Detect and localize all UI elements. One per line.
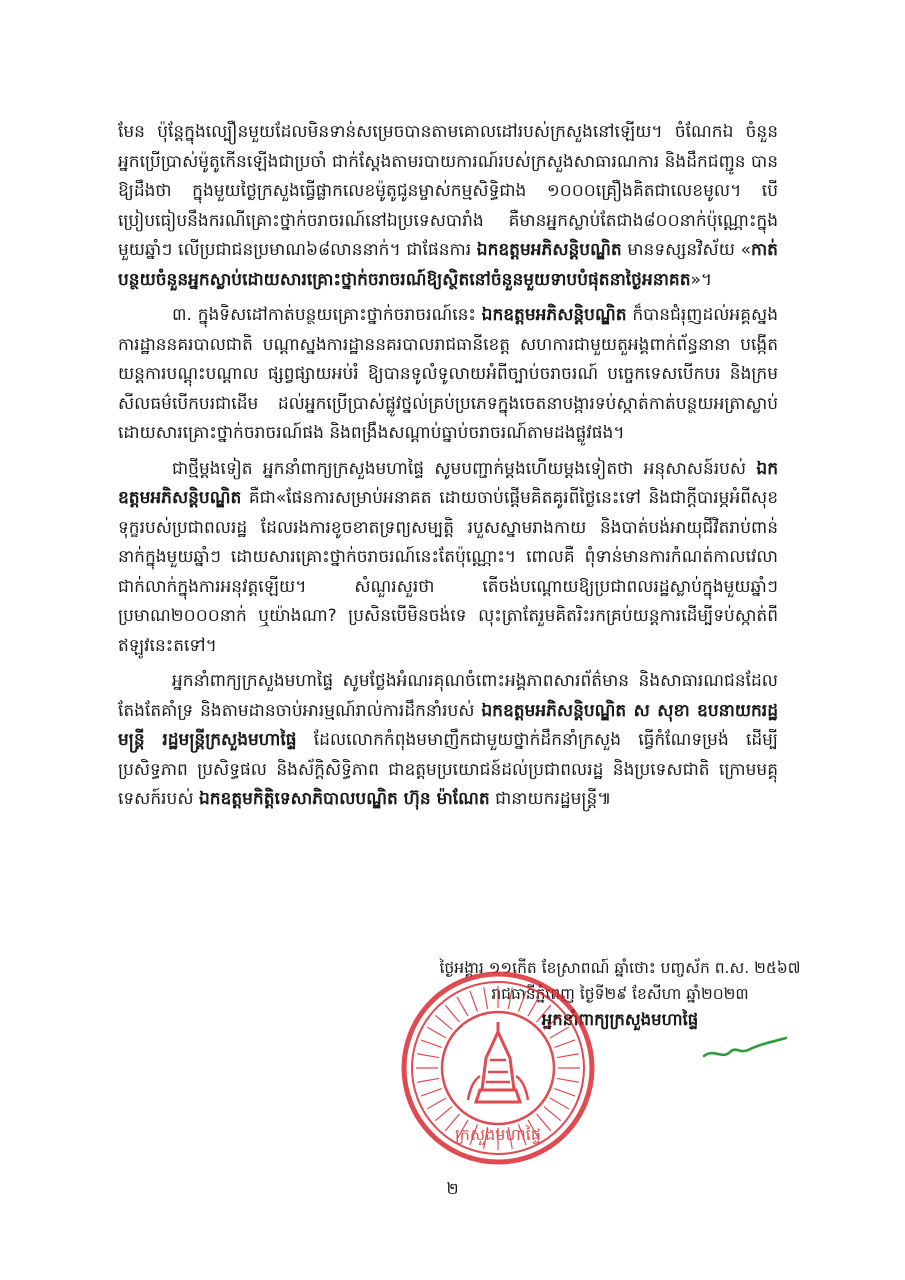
seal-ornament-line <box>435 1015 452 1029</box>
text-segment: មែន ប៉ុន្តែក្នុងល្បឿនមួយដែលមិនទាន់សម្រេចបានតាមគោលដៅរបស់ក្រសួងនៅឡើយ។ ចំណែកឯ ចំនួនអ្នកប្រើប្រាស់ម៉ូតូកើនឡើងជាប្រចាំ ជាក់ស្តែងតាមរបាយការណ៍របស់ក្រសួងសាធារណការ និងដឹកជញ្ជូន បានឱ្យដឹងថា ក្នុងមួយថ្ងៃក្រសួងធ្វើផ្លាកលេខម៉ូតូជូនម្ចាស់កម្មសិទ្ធិជាង ១០០០គ្រឿងគិតជាលេខមូល។ បើប្រៀបធៀបនឹងករណីគ្រោះថ្នាក់ចរាចរណ៍នៅឯប្រទេសបារាំង គឺមានអ្នកស្លាប់តែជាង៨០០នាក់ប៉ុណ្ណោះក្នុងមួយឆ្នាំៗ លើប្រជាជនប្រមាណ៦៨លាននាក់។ ជាផែនការ <box>118 122 778 260</box>
paragraph-4 <box>118 667 778 815</box>
seal-ornament-line <box>544 1015 561 1029</box>
page-number: ២ <box>446 1179 459 1198</box>
text-segment: ជានាយករដ្ឋមន្ត្រី៕ <box>489 789 612 809</box>
paragraph-2 <box>118 301 778 449</box>
seal-ornament-line <box>417 1078 439 1082</box>
document-body <box>118 118 778 821</box>
seal-ornament-line <box>550 1027 569 1038</box>
seal-ornament-line <box>508 987 512 1009</box>
seal-ornament-line <box>417 1054 439 1058</box>
bold-text-segment: ឯកឧត្តមអភិសន្តិបណ្ឌិត <box>476 240 622 260</box>
text-segment: មានទស្សនវិស័យ « <box>621 240 751 260</box>
seal-ornament-line <box>550 1098 569 1109</box>
seal-ornament-line <box>457 997 468 1016</box>
seal-ornament-line <box>470 991 478 1012</box>
seal-ornament-line <box>421 1089 442 1097</box>
text-segment: គឺជា«ផែនការសម្រាប់អនាគត ដោយចាប់ផ្តើមគិតគូរពីថ្ងៃនេះទៅ និងជាក្តីបារម្ភអំពីសុខទុក្ខរបស់ប្រជាពលរដ្ឋ ដែលរងការខូចខាតទ្រព្យសម្បត្តិ របួសស្នាមរាងកាយ និងបាត់បង់អាយុជីវិតរាប់ពាន់នាក់ក្នុងមួយឆ្នាំៗ ដោយសារគ្រោះថ្នាក់ចរាចរណ៍នេះតែប៉ុណ្ណោះ។ ពោលគឺ ពុំទាន់មានការកំណត់កាលវេលាជាក់លាក់ក្នុងការអនុវត្តឡើយ។ សំណួរសួរថា តើចង់បណ្តោយឱ្យប្រជាពលរដ្ឋស្លាប់ក្នុងមួយឆ្នាំៗប្រមាណ២០០០នាក់ ឬយ៉ាងណា? ប្រសិនបើមិនចង់ទេ លុះត្រាតែរួមគិតរិះរកគ្រប់យន្តការដើម្បីទប់ស្កាត់ពីឥឡូវនេះតទៅ។ <box>118 488 778 656</box>
bold-text-segment: ឯកឧត្តមអភិសន្តិបណ្ឌិត ស សុខា ឧបនាយករដ្ឋមន្ត្រី រដ្ឋមន្ត្រីក្រសួងមហាផ្ទៃ <box>118 700 778 750</box>
seal-ornament-line <box>421 1040 442 1048</box>
seal-ornament-line <box>554 1040 575 1048</box>
seal-ornament-line <box>484 987 488 1009</box>
text-segment: ៣. ក្នុងទិសដៅកាត់បន្ថយគ្រោះថ្នាក់ចរាចរណ៍នេះ <box>172 305 482 325</box>
seal-ornament-line <box>528 997 539 1016</box>
ministry-seal-stamp <box>398 968 598 1168</box>
bold-text-segment: ឯកឧត្តមអភិសន្តិបណ្ឌិត <box>481 305 627 325</box>
seal-ornament-line <box>544 1107 561 1121</box>
signer-title: អ្នកនាំពាក្យក្រសួងមហាផ្ទៃ <box>541 1010 699 1029</box>
text-segment: អ្នកនាំពាក្យក្រសួងមហាផ្ទៃ សូមថ្លែងអំណរគុណចំពោះអង្គភាពសារព័ត៌មាន និងសាធារណជនដែលតែងតែគាំទ្រ និងតាមដានចាប់អារម្មណ៍រាល់ការដឹកនាំរបស់ <box>118 671 778 721</box>
bold-text-segment: ឯកឧត្តមកិត្តិទេសាភិបាលបណ្ឌិត ហ៊ុន ម៉ាណែត <box>198 789 490 809</box>
seal-ring-text: ក្រសួងមហាផ្ទៃ <box>454 1125 542 1144</box>
date-solar: រាជធានីភ្នំពេញ ថ្ងៃទី២៩ ខែសីហា ឆ្នាំ២០២៣ <box>491 985 749 1003</box>
text-segment: ជាថ្មីម្តងទៀត អ្នកនាំពាក្យក្រសួងមហាផ្ទៃ សូមបញ្ជាក់ម្តងហើយម្តងទៀតថា អនុសាសន៍របស់ <box>172 458 757 479</box>
seal-ornament-line <box>557 1078 579 1082</box>
seal-ornament-line <box>519 991 527 1012</box>
seal-ornament-line <box>554 1089 575 1097</box>
bold-text-segment: ឯកឧត្តមអភិសន្តិបណ្ឌិត <box>118 458 778 508</box>
text-segment: »។ <box>690 269 713 290</box>
handwritten-signature <box>700 1034 790 1064</box>
paragraph-3 <box>118 455 778 662</box>
seal-ornament-line <box>427 1027 446 1038</box>
seal-ornament-line <box>435 1107 452 1121</box>
seal-ornament-line <box>427 1098 446 1109</box>
bold-text-segment: កាត់បន្ថយចំនួនអ្នកស្លាប់ដោយសារគ្រោះថ្នាក់ចរាចរណ៍ឱ្យស្ថិតនៅចំនួនមួយទាបបំផុតនាថ្ងៃអនាគត <box>118 240 778 290</box>
date-lunar: ថ្ងៃអង្គារ ១១កើត ខែស្រាពណ៍ ឆ្នាំថោះ បញ្ចស័ក ព.ស. ២៥៦៧ <box>439 959 801 977</box>
seal-ornament-line <box>537 1005 551 1022</box>
seal-ornament-line <box>557 1054 579 1058</box>
paragraph-1 <box>118 118 778 295</box>
text-segment: ដែលលោកកំពុងមមាញឹកជាមួយថ្នាក់ដឹកនាំក្រសួង ធ្វើកំណែទម្រង់ ដើម្បីប្រសិទ្ធភាព ប្រសិទ្ធផល និងស័ក្តិសិទ្ធិភាព ជាឧត្តមប្រយោជន៍ដល់ប្រជាពលរដ្ឋ និងប្រទេសជាតិ ក្រោមមគ្គុទេសក៍របស់ <box>118 730 778 809</box>
seal-ornament-line <box>445 1005 459 1022</box>
text-segment: ក៏បានជំរុញដល់អគ្គស្នងការដ្ឋាននគរបាលជាតិ បណ្តាស្នងការដ្ឋាននគរបាលរាជធានីខេត្ត សហការជាមួយតួអង្គពាក់ព័ន្ធនានា បង្កើតយន្តការបណ្តុះបណ្តាល ផ្សព្វផ្សាយអប់រំ ឱ្យបានទូលំទូលាយអំពីច្បាប់ចរាចរណ៍ បច្ចេកទេសបើកបរ និងក្រមសីលធម៌បើកបរជាដើម ដល់អ្នកប្រើប្រាស់ផ្លូវថ្នល់គ្រប់ប្រភេទក្នុងចេតនាបង្ការទប់ស្កាត់កាត់បន្ថយអត្រាស្លាប់ដោយសារគ្រោះថ្នាក់ចរាចរណ៍ផង និងពង្រឹងសណ្តាប់ធ្នាប់ចរាចរណ៍តាមដងផ្លូវផង។ <box>118 305 778 443</box>
